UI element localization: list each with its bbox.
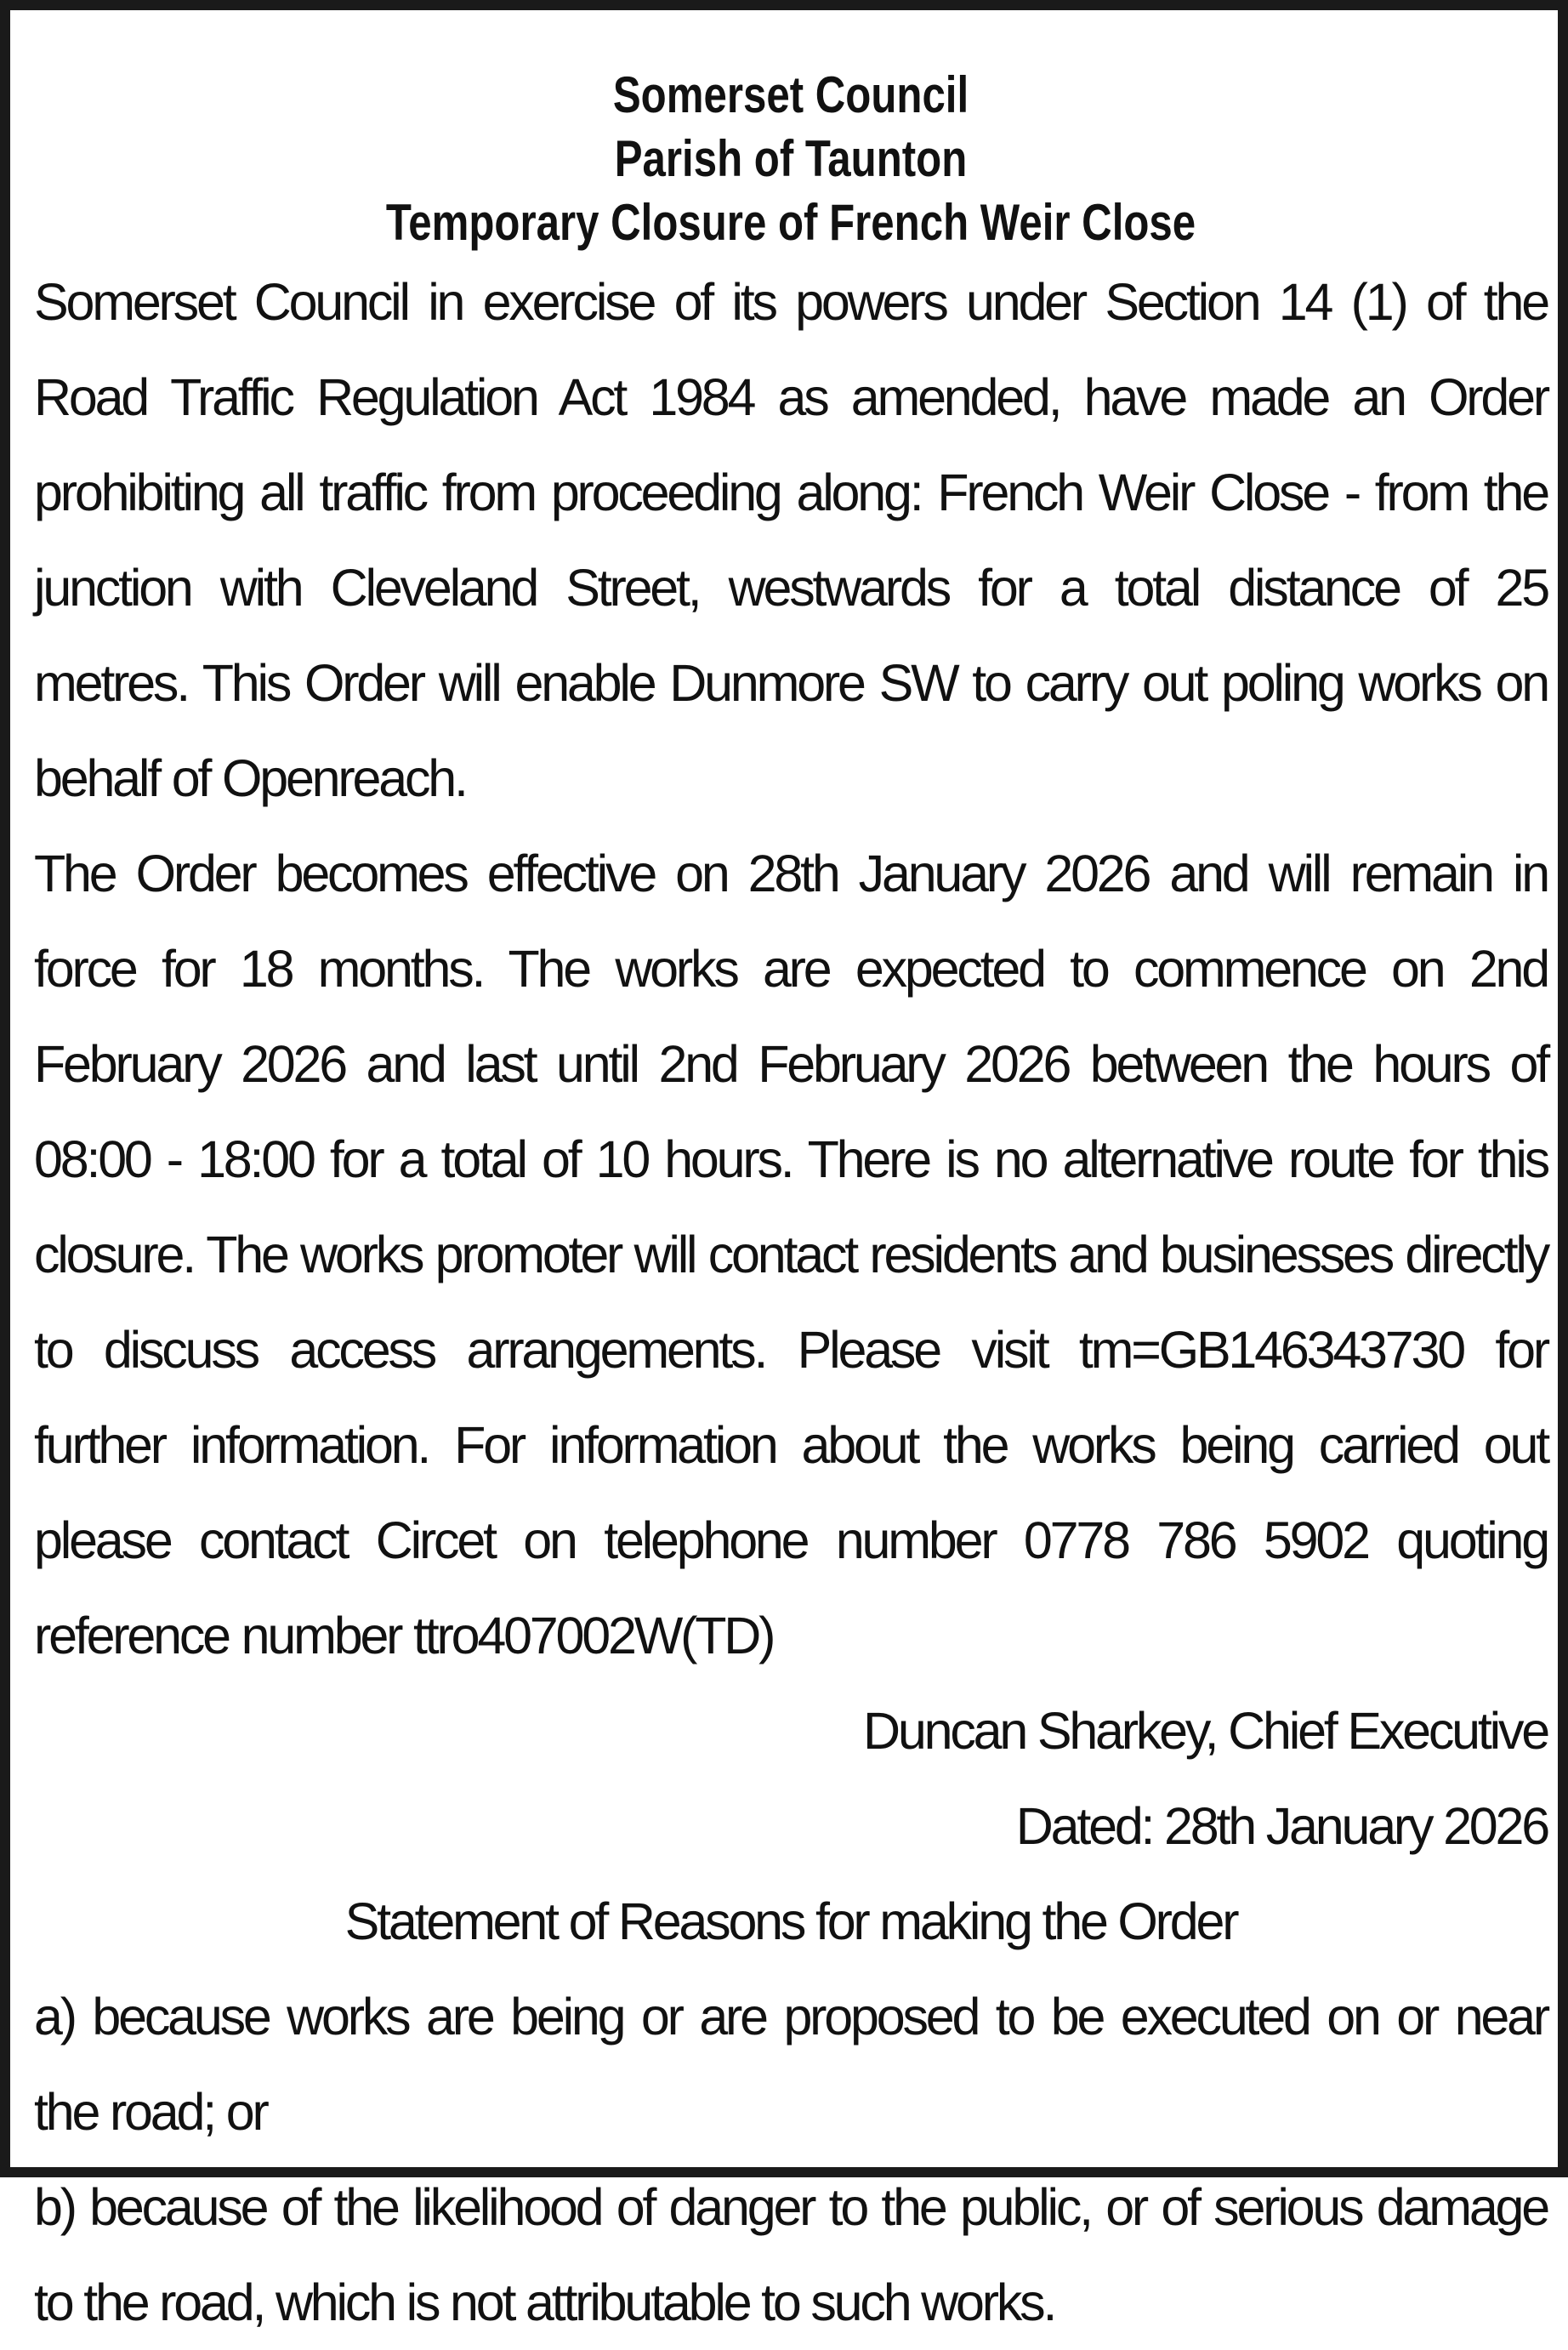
reason-item-a: a) because works are being or are proposed to be executed on or near the road; or (34, 1988, 1548, 2141)
signatory-line: Duncan Sharkey, Chief Executive (863, 1702, 1548, 1760)
notice-content (34, 63, 1548, 2350)
reasons-title: Statement of Reasons for making the Order (344, 1892, 1237, 1950)
council-heading: Somerset Council (612, 66, 969, 123)
reason-item-b: b) because of the likelihood of danger to the public, or of serious damage to the road, which is not attributable to such works. (34, 2178, 1548, 2331)
parish-heading: Parish of Taunton (614, 130, 968, 187)
order-paragraph: Somerset Council in exercise of its powers under Section 14 (1) of the Road Traffic Regulation Act 1984 as amended, have made an Order prohibiting all traffic from proceeding along: French Weir Close - from the junction with Cleveland Street, westwards for a total distance of 25 metres. This Order will enable Dunmore SW to carry out poling works on behalf of Openreach. (34, 273, 1548, 807)
notice-title: Temporary Closure of French Weir Close (385, 194, 1196, 251)
details-paragraph: The Order becomes effective on 28th January 2026 and will remain in force for 18 months. The works are expected to commence on 2nd February 2026 and last until 2nd February 2026 between the hours of 08:00 - 18:00 for a total of 10 hours. There is no alternative route for this closure. The works promoter will contact residents and businesses directly to discuss access arrangements. Please visit tm=GB146343730 for further information. For information about the works being carried out please contact Circet on telephone number 0778 786 5902 quoting reference number ttro407002W(TD) (34, 845, 1548, 1664)
dated-line: Dated: 28th January 2026 (1015, 1797, 1548, 1855)
